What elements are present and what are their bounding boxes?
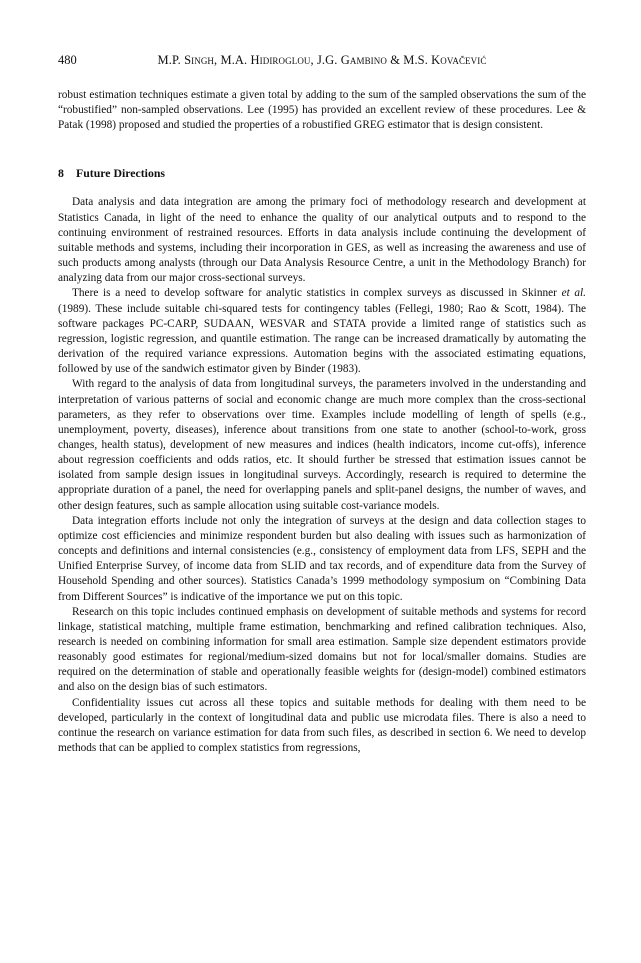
paragraph-research-methods: Research on this topic includes continued emphasis on development of suitable methods and systems for record linkage, statistical matching, multiple frame estimation, benchmarking and refined calibration techniques. Also, research is needed on combining information for small area estimation. Sample size dependent estimators provide reasonably good estimates for regional/medium-sized domains but not for local/smaller domains. Studies are required on the determination of stable and operationally feasible weights for (design-model) combined estimators and also on the design bias of such estimators. [58,605,586,694]
running-head [58,52,586,68]
citation-et-al: et al. [561,287,586,300]
section-title: Future Directions [76,166,166,181]
paragraph-data-integration: Data integration efforts include not only the integration of surveys at the design and data collection stages to optimize cost efficiencies and minimize respondent burden but also dealing with issues such as harmonization of concepts and definitions and internal consistencies (e.g., consistency of employment data from LFS, SEPH and the Unified Enterprise Survey, of income data from SLID and tax records, and of expenditure data from the Survey of Household Spending and other sources). Statistics Canada’s 1999 methodology symposium on “Combining Data from Different Sources” is indicative of the importance we put on this topic. [58,514,586,603]
paragraph-confidentiality: Confidentiality issues cut across all these topics and suitable methods for dealing with them need to be developed, particularly in the context of longitudinal data and public use microdata files. There is also a need to continue the research on variance estimation for data from such files, as described in section 6. We need to develop methods that can be applied to complex statistics from regressions, [58,696,586,755]
section-heading [58,165,586,181]
section-number: 8 [58,166,64,181]
running-head-authors: M.P. Singh, M.A. Hidiroglou, J.G. Gambino & M.S. Kovačević [157,53,487,67]
paragraph-software-text-b: (1989). These include suitable chi-squared tests for contingency tables (Fellegi, 1980; Rao & Scott, 1984). The software packages PC-CARP, SUDAAN, WESVAR and STATA provide a limited range of statistics such as regression, logistic regression, and quantile estimation. The range can be increased dramatically by automating the derivation of the required variance expressions. Automation begins with the associated estimating equations, followed by use of the sandwich estimator given by Binder (1983). [58,302,586,376]
paragraph-data-analysis: Data analysis and data integration are among the primary foci of methodology research and development at Statistics Canada, in light of the need to enhance the quality of our analytical outputs and to respond to the continuing environment of restrained resources. Efforts in data analysis include continuing the development of suitable methods and systems, including their incorporation in GES, as well as increasing the awareness and use of such products among analysts (through our Data Analysis Resource Centre, a unit in the Methodology Branch) for analyzing data from our major cross-sectional surveys. [58,196,586,285]
paragraph-software [58,286,586,377]
page [58,52,586,756]
paragraph-longitudinal: With regard to the analysis of data from longitudinal surveys, the parameters involved in the understanding and interpretation of various patterns of social and economic change are much more complex than the cross-sectional parameters, as they refer to observations over time. Examples include modelling of length of spells (e.g., unemployment, poverty, diseases), inference about transitions from one state to another (school-to-work, gross changes, health status), development of new measures and indices (health indicators, income cut-offs), inference about regression coefficients and odds ratios, etc. It should further be stressed that estimation issues cannot be isolated from sample design issues in longitudinal surveys. Accordingly, research is required to determine the appropriate duration of a panel, the need for overlapping panels and split-panel designs, the number of waves, and other design features, such as sample allocation using suitable cost-variance models. [58,378,586,512]
intro-paragraph: robust estimation techniques estimate a given total by adding to the sum of the sampled observations the sum of the “robustified” non-sampled observations. Lee (1995) has provided an excellent review of these procedures. Lee & Patak (1998) proposed and studied the properties of a robustified GREG estimator that is design consistent. [58,89,586,132]
page-number: 480 [58,53,77,67]
paragraph-software-text-a: There is a need to develop software for analytic statistics in complex surveys as discussed in Skinner [72,287,562,300]
